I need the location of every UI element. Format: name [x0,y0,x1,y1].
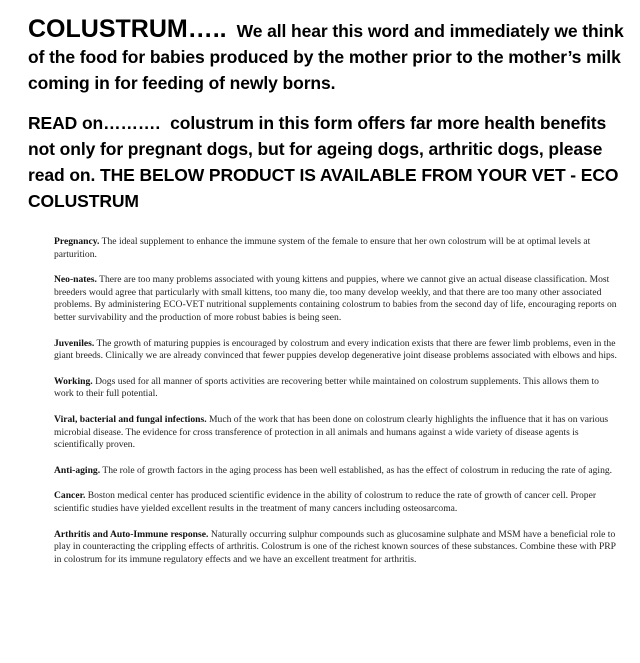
section-text: The ideal supplement to enhance the immune system of the female to ensure that her own colostrum will be at optimal levels at parturition. [54,236,591,260]
intro-block [28,16,634,214]
section-title: Pregnancy. [54,236,100,247]
section-text: The role of growth factors in the aging process has been well established, as has the effect of colostrum in reducing the rate of aging. [102,464,613,476]
product-benefits-list [54,236,620,579]
section-title: Anti-aging. [54,464,101,476]
intro-paragraph-2 [28,110,634,214]
section-pregnancy [54,236,620,261]
section-text: Much of the work that has been done on colostrum clearly highlights the influence that it has on various microbial disease. The evidence for cross transference of protection in all animals and humans against a wide variety of disease agents is scientifically proven. [54,413,609,451]
section-title: Viral, bacterial and fungal infections. [54,413,207,425]
section-working [54,376,620,401]
section-anti-aging [54,465,620,478]
section-text: Dogs used for all manner of sports activities are recovering better while maintained on colostrum supplements. This allows them to work to their full potential. [54,375,599,400]
intro-paragraph-1 [28,16,634,96]
intro-paragraph-2-text: colustrum in this form offers far more health benefits not only for pregnant dogs, but for ageing dogs, arthritic dogs, please read on. THE BELOW PRODUCT IS AVAILABLE FROM YOUR VET - ECO COLUSTRUM [28,113,619,211]
section-title: Arthritis and Auto-Immune response. [54,528,209,540]
section-text: Naturally occurring sulphur compounds such as glucosamine sulphate and MSM have a beneficial role to play in counteracting the crippling effects of arthritis. Colostrum is one of the richest known sources of these substances. Combine these with PRP in colostrum for its immune regulatory effects and we have an excellent treatment for arthritis. [54,528,616,565]
section-arthritis [54,529,620,567]
section-title: Neo-nates. [54,274,97,286]
headline: COLUSTRUM….. [28,15,227,43]
section-neo-nates [54,274,620,324]
section-title: Cancer. [54,490,86,502]
read-on-label: READ on………. [28,113,161,133]
section-text: Boston medical center has produced scientific evidence in the ability of colostrum to reduce the rate of growth of cancer cell. Proper scientific studies have yielded excellent results in the treatment of many cancers including osteosarcoma. [54,490,597,514]
section-title: Working. [54,375,93,387]
section-juveniles [54,338,620,363]
section-infections [54,414,620,452]
section-text: The growth of maturing puppies is encouraged by colostrum and every indication exists that there are fewer limb problems, even in the giant breeds. Clinically we are already convinced that fewer puppies develop degenerative joint disease problems associated with elbows and hips. [54,337,617,362]
intro-line-1-text: We all hear this word and immediately we think of the food for babies produced by the mother prior to the mother’s milk coming in for feeding of newly borns. [28,21,624,93]
section-text: There are too many problems associated with young kittens and puppies, where we cannot give an actual disease classification. Most breeders would agree that particularly with small kittens, too many die, too many develop weekly, and that there are too many other associated problems. By administering ECO-VET nutritional supplements containing colostrum to babies from the second day of life, encouraging reports on better survivability and the production of more robust babies is being seen. [54,274,617,323]
section-cancer [54,490,620,515]
section-title: Juveniles. [54,337,95,349]
